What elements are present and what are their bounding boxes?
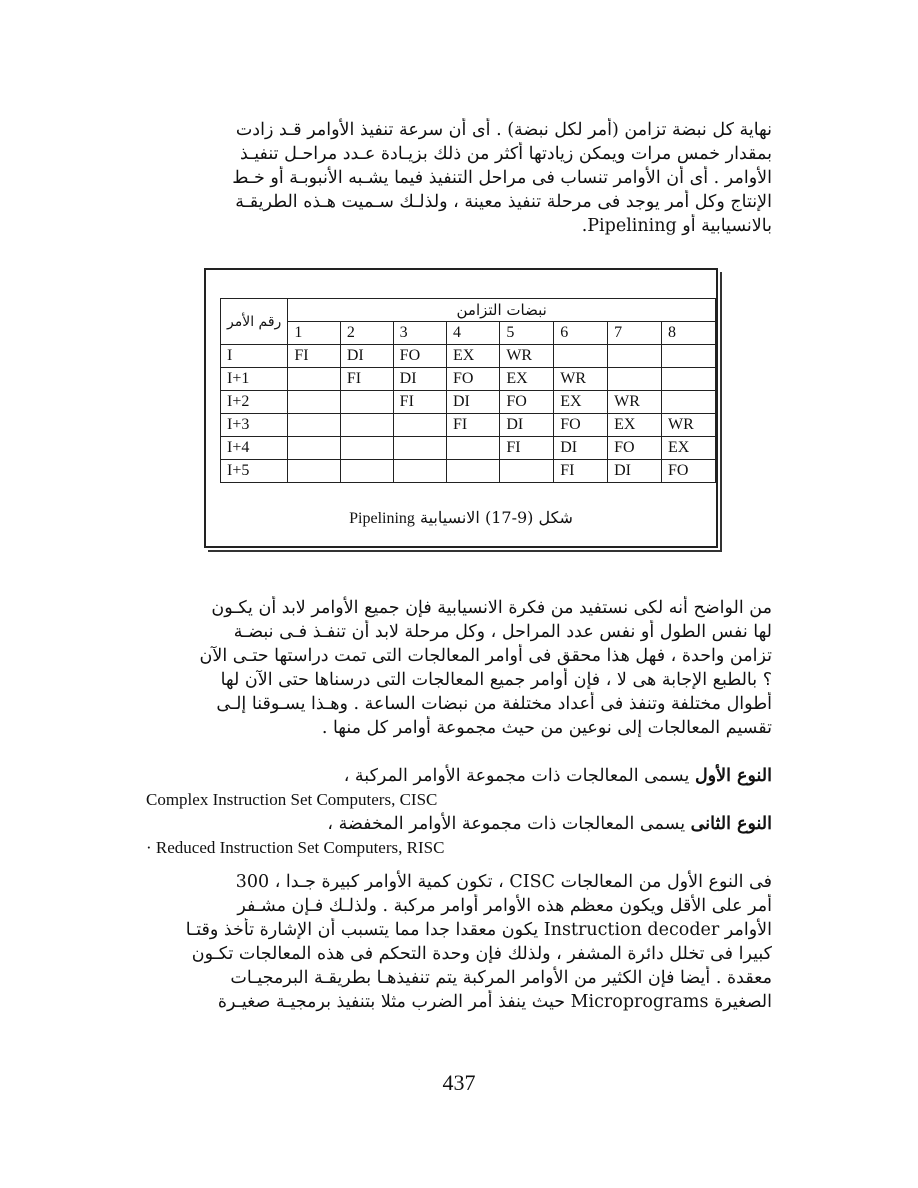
table-row [221,460,716,483]
stage-cell: WR [500,345,554,368]
stage-cell: FI [288,345,341,368]
cycle-number: 3 [393,322,446,345]
text-line: من الواضح أنه لكى نستفيد من فكرة الانسيابية فإن جميع الأوامر لابد أن يكـون [211,598,772,618]
stage-cell: WR [662,414,716,437]
stage-cell [393,414,446,437]
stage-cell [340,437,393,460]
figure-caption-english: Pipelining [349,510,415,527]
text-line: بمقدار خمس مرات ويمكن زيادتها أكثر من ذلك بزيـادة عـدد مراحـل تنفيـذ [239,144,772,164]
risc-english-term: Reduced Instruction Set Computers, RISC [155,838,445,857]
stage-cell [662,368,716,391]
instruction-id: I+5 [221,460,288,483]
stage-cell: FI [446,414,499,437]
paragraph-cisc-description [146,870,772,1014]
text-line: الصغيرة Microprograms حيث ينفذ أمر الضرب مثلا بتنفيذ برمجيـة صغيـرة [217,992,772,1012]
stage-cell: EX [608,414,662,437]
figure-caption [206,508,716,528]
stage-cell: DI [446,391,499,414]
instruction-number-header: رقم الأمر [221,299,288,345]
stage-cell: FI [500,437,554,460]
text-line: ؟ بالطبع الإجابة هى لا ، فإن أوامر جميع المعالجات التى درسناها حتى الآن لها [220,670,772,690]
pipeline-table [220,298,716,483]
stage-cell [446,437,499,460]
cycle-number: 4 [446,322,499,345]
stage-cell: EX [500,368,554,391]
text-line: فى النوع الأول من المعالجات CISC ، تكون كمية الأوامر كبيرة جـدا ، 300 [235,872,772,892]
stage-cell [340,414,393,437]
stage-cell [662,391,716,414]
cycle-number: 1 [288,322,341,345]
stage-cell [340,391,393,414]
stage-cell [340,460,393,483]
instruction-id: I+1 [221,368,288,391]
text-line: تقسيم المعالجات إلى نوعين من حيث مجموعة أوامر كل منها . [321,718,772,738]
stage-cell: DI [608,460,662,483]
bullet-mark: · [146,838,152,857]
stage-cell: FO [500,391,554,414]
stage-cell [288,391,341,414]
text-line: الإنتاج وكل أمر يوجد فى مرحلة تنفيذ معينة ، ولذلـك سـميت هـذه الطريقـة [235,192,772,212]
text-line: لها نفس الطول أو نفس عدد المراحل ، وكل مرحلة لابد أن تنفـذ فـى نبضـة [233,622,772,642]
table-row [221,368,716,391]
type2-heading [146,814,772,834]
table-header-row [221,299,716,322]
stage-cell: FI [554,460,608,483]
stage-cell: WR [608,391,662,414]
text-line: أطوال مختلفة وتنفذ فى أعداد مختلفة من نبضات الساعة . وهـذا يسـوقنا إلـى [216,694,772,714]
stage-cell: FO [608,437,662,460]
cycle-number-row [221,322,716,345]
stage-cell: EX [662,437,716,460]
type2-label: النوع الثانى [690,814,772,834]
stage-cell: FO [662,460,716,483]
text-line: الأوامر Instruction decoder يكون معقدا جدا مما يتسبب أن الإشارة تأخذ وقتـا [185,920,772,940]
stage-cell [288,414,341,437]
stage-cell [608,368,662,391]
stage-cell: FI [393,391,446,414]
table-row [221,414,716,437]
text-line: الأوامر . أى أن الأوامر تنساب فى مراحل التنفيذ فيما يشـبه الأنبوبـة أو خـط [232,168,772,188]
type1-heading [146,766,772,786]
cycle-number: 5 [500,322,554,345]
text-line: بالانسيابية أو Pipelining. [581,216,772,236]
cycle-number: 2 [340,322,393,345]
clock-pulses-header: نبضات التزامن [288,299,716,322]
type1-label: النوع الأول [694,766,772,786]
paragraph-pipelining-intro [146,118,772,238]
stage-cell: DI [340,345,393,368]
stage-cell: FI [340,368,393,391]
stage-cell: EX [554,391,608,414]
stage-cell [393,460,446,483]
table-row [221,345,716,368]
stage-cell: FO [393,345,446,368]
stage-cell [393,437,446,460]
instruction-id: I+3 [221,414,288,437]
cycle-number: 6 [554,322,608,345]
stage-cell [662,345,716,368]
instruction-id: I [221,345,288,368]
stage-cell [288,437,341,460]
text-line: أمر على الأقل ويكون معظم هذه الأوامر أوامر مركبة . ولذلـك فـإن مشـفر [237,896,772,916]
cycle-number: 7 [608,322,662,345]
stage-cell: EX [446,345,499,368]
stage-cell [446,460,499,483]
cisc-english-term: Complex Instruction Set Computers, CISC [146,790,438,809]
stage-cell: DI [500,414,554,437]
table-row [221,391,716,414]
instruction-id: I+2 [221,391,288,414]
pipeline-figure [204,268,718,548]
text-line: كبيرا فى تخلل دائرة المشفر ، ولذلك فإن وحدة التحكم فى هذه المعالجات تكـون [191,944,772,964]
page-number: 437 [442,1070,476,1095]
cycle-number: 8 [662,322,716,345]
paragraph-instruction-lengths [146,596,772,740]
figure-caption-arabic: شكل (9-17) الانسيابية [420,508,573,527]
type2-text: يسمى المعالجات ذات مجموعة الأوامر المخفضة ، [327,814,691,834]
stage-cell [608,345,662,368]
stage-cell [288,368,341,391]
risc-english-line [146,838,772,858]
type1-text: يسمى المعالجات ذات مجموعة الأوامر المركبة ، [343,766,695,786]
text-line: معقدة . أيضا فإن الكثير من الأوامر المركبة يتم تنفيذهـا بطريقـة البرمجيـات [230,968,772,988]
instruction-id: I+4 [221,437,288,460]
text-line: نهاية كل نبضة تزامن (أمر لكل نبضة) . أى أن سرعة تنفيذ الأوامر قـد زادت [235,120,772,140]
stage-cell: FO [554,414,608,437]
table-row [221,437,716,460]
stage-cell: FO [446,368,499,391]
stage-cell [554,345,608,368]
stage-cell [288,460,341,483]
stage-cell: DI [554,437,608,460]
text-line: تزامن واحدة ، فهل هذا محقق فى أوامر المعالجات التى تمت دراستها حتـى الآن [199,646,772,666]
stage-cell: DI [393,368,446,391]
stage-cell: WR [554,368,608,391]
stage-cell [500,460,554,483]
